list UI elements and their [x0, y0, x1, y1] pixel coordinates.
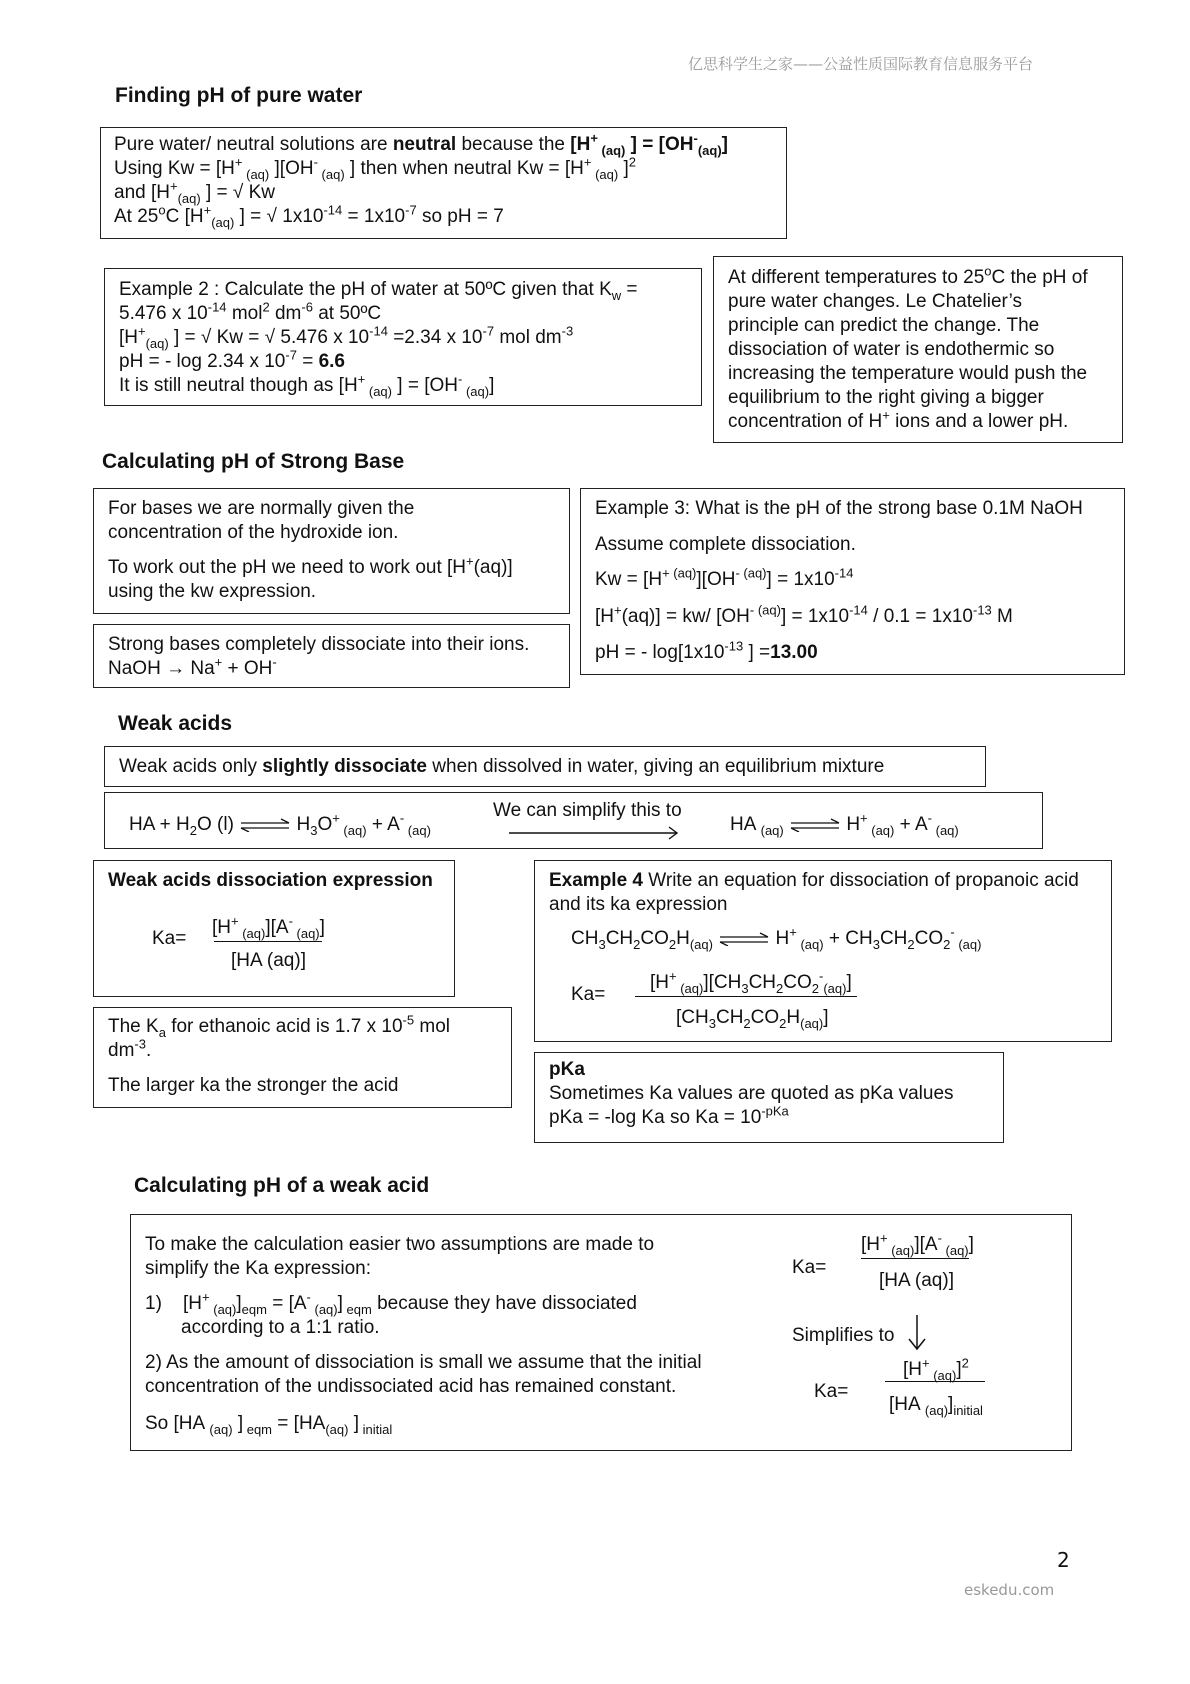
strong-base-dissociate-box — [93, 624, 570, 688]
pure-water-box — [100, 127, 787, 239]
ka-denominator: [HA (aq)] — [231, 950, 306, 971]
ex3-line-4: [H+(aq)] = kw/ $[OH^{- (aq)}] = 1x10^{-14} / 0.1 = 1x10^{-13}$ M — [595, 602, 1013, 627]
example-3-box — [580, 488, 1125, 675]
temp-line-7: concentration of H+ ions and a lower pH. — [728, 407, 1069, 432]
pure-water-line-4: At 25$^o$C [$H^+_{(aq)}$ ] = √ $1x10^{-14} = 1x10^{-7}$ so pH = 7 — [114, 202, 504, 230]
pka-title: pKa — [549, 1059, 585, 1080]
dissociation-expression-box — [93, 860, 455, 997]
ethanoic-ka-line-2: $dm^{-3}$. — [108, 1036, 152, 1061]
ex4-numerator: [H+ $_{(aq)}][CH_3CH_2CO_2^-_{(aq)}]$ — [650, 968, 852, 996]
temp-line-3: principle can predict the change. The — [728, 315, 1040, 336]
pure-water-line-2: Using Kw = [H+ $_{(aq)}$ ][OH- $_{(aq)}$ ] then when neutral Kw = [H+ $_{(aq)}$ ]$^2$ — [114, 154, 636, 182]
calc2-numerator: [H+ $_{(aq)}$]$^2$ — [903, 1355, 969, 1383]
ex2-line-3: [$H^+_{(aq)}$ ] = √ Kw = √ 5.476 x $10^{-14} =2.34$ x $10^{-7}$ mol $dm^{-3}$ — [119, 323, 574, 351]
weak-acid-equation-box — [104, 792, 1043, 849]
ka-label: Ka= — [152, 928, 187, 949]
pka-box — [534, 1052, 1004, 1143]
ex4-denominator: $[CH_3CH_2CO_2H_{(aq)}]$ — [676, 1007, 829, 1031]
arrow-icon: → — [166, 658, 186, 679]
example-4-box — [534, 860, 1112, 1042]
ex4-equation: $CH_3CH_2CO_2H_{(aq)}$ H+ $_{(aq)} + CH_3CH_2CO_2^-$ $_{(aq)}$ — [571, 924, 982, 952]
simplifies-label: Simplifies to — [792, 1325, 895, 1346]
base-intro-line-4: using the kw expression. — [108, 581, 317, 602]
footer-domain: eskedu.com — [964, 1581, 1055, 1599]
ex2-line-4: pH = - log 2.34 x $10^{-7} = 6.6$ — [119, 347, 345, 372]
assumption-1-cont: according to a 1:1 ratio. — [181, 1317, 380, 1338]
ex3-line-1: Example 3: What is the pH of the strong base 0.1M NaOH — [595, 498, 1083, 519]
assumption-2-line-1: 2) As the amount of dissociation is small we assume that the initial — [145, 1352, 702, 1373]
fraction-line — [885, 1381, 985, 1382]
fraction-line — [214, 941, 322, 942]
pka-line-2: pKa = -log Ka so $Ka = 10^{-pKa}$ — [549, 1103, 789, 1128]
equilibrium-arrow-icon — [239, 818, 291, 832]
intro-line-1: To make the calculation easier two assumptions are made to — [145, 1234, 655, 1255]
base-intro-line-2: concentration of the hydroxide ion. — [108, 522, 399, 543]
heading-weak-acid-ph: Calculating pH of a weak acid — [134, 1174, 430, 1197]
ex4-ka-label: Ka= — [571, 984, 606, 1005]
equilibrium-arrow-icon — [718, 932, 770, 946]
equilibrium-arrow-icon — [789, 818, 841, 832]
temp-line-4: dissociation of water is endothermic so — [728, 339, 1055, 360]
example-2-box — [104, 268, 702, 406]
heading-strong-base: Calculating pH of Strong Base — [102, 450, 405, 473]
heading-weak-acids: Weak acids — [118, 712, 233, 735]
base-dissociate-line-1: Strong bases completely dissociate into their ions. — [108, 634, 530, 655]
expression-title: Weak acids dissociation expression — [108, 870, 433, 891]
ex4-subtitle: and its ka expression — [549, 894, 728, 915]
temp-line-5: increasing the temperature would push the — [728, 363, 1088, 384]
page-number: 2 — [1057, 1548, 1070, 1572]
calc2-denominator: [HA $_{(aq)}]_{initial}$ — [889, 1394, 983, 1418]
weak-acid-calc-box — [130, 1214, 1072, 1451]
weak-acid-definition-box — [104, 746, 986, 787]
ex3-line-2: Assume complete dissociation. — [595, 534, 856, 555]
strong-base-intro-box — [93, 488, 570, 614]
simplify-label: We can simplify this to — [493, 800, 682, 821]
assumption-2-line-2: concentration of the undissociated acid has remained constant. — [145, 1376, 677, 1397]
base-intro-line-3: To work out the pH we need to work out [H+(aq)] — [108, 553, 513, 578]
temp-line-6: equilibrium to the right giving a bigger — [728, 387, 1044, 408]
equation-full: HA + $H_2O$ (l) $H_3O^+$ $_{(aq)}$ + A- $_{(aq)}$ — [129, 810, 431, 838]
temp-line-2: pure water changes. Le Chatelier’s — [728, 291, 1022, 312]
base-intro-line-1: For bases we are normally given the — [108, 498, 415, 519]
ex4-title: Example 4 Write an equation for dissociation of propanoic acid — [549, 870, 1079, 891]
fraction-line — [635, 996, 857, 997]
ex2-line-1: Example 2 : Calculate the pH of water at 50ºC given that $K_w$ = — [119, 279, 638, 303]
simplify-arrow-icon — [509, 826, 681, 840]
calc2-ka-label: Ka= — [814, 1381, 849, 1402]
ka-numerator: [H+ $_{(aq)}$][A- $_{(aq)}$] — [212, 913, 325, 941]
heading-pure-water: Finding pH of pure water — [115, 84, 363, 107]
equation-simplified: HA $_{(aq)}$ H+ $_{(aq)}$ + A- $_{(aq)}$ — [730, 810, 959, 838]
ethanoic-ka-box — [93, 1007, 512, 1108]
down-arrow-icon — [907, 1315, 927, 1351]
calc-ka-label: Ka= — [792, 1257, 827, 1278]
temperature-note-box — [713, 256, 1123, 443]
ex3-line-5: pH = - $\log[1x10^{-13}$ ] =13.00 — [595, 638, 818, 663]
ex2-line-5: It is still neutral though as [H+ $_{(aq)}$ ] = [OH- $_{(aq)}$] — [119, 371, 495, 399]
assumptions-text — [145, 1233, 745, 1436]
ex3-line-3: $Kw = [H^{+ (aq)}][OH^{- (aq)}] = 1x10^{-14}$ — [595, 565, 854, 590]
base-dissociate-line-2: NaOH → Na+ + OH- — [108, 654, 277, 679]
ethanoic-ka-line-1: The $K_a$ for ethanoic acid is 1.7 x $10^{-5}$ mol — [108, 1012, 450, 1040]
pka-line-1: Sometimes Ka values are quoted as pKa values — [549, 1083, 954, 1104]
ex2-line-2: 5.476 x $10^{-14}$ mol$^2$ $dm^{-6}$ at 50ºC — [119, 299, 382, 324]
intro-line-2: simplify the Ka expression: — [145, 1258, 371, 1279]
weak-acid-definition: Weak acids only slightly dissociate when dissolved in water, giving an equilibrium mixture — [119, 756, 885, 777]
header-site-title: 亿思科学生之家——公益性质国际教育信息服务平台 — [688, 55, 1034, 73]
pure-water-line-3: and [$H^+_{(aq)}$ ] = √ Kw — [114, 178, 276, 206]
pure-water-line-1: Pure water/ neutral solutions are neutral because the [H+ $_{(aq)}$ ] = $[OH^-_{(aq)}]$ — [114, 130, 728, 158]
so-statement: So [HA $_{(aq)}$ ] $_{eqm} = [HA_{(aq)}$ ] $_{initial}$ — [145, 1413, 393, 1437]
calc-denominator: [HA (aq)] — [879, 1270, 954, 1291]
fraction-line — [861, 1258, 969, 1259]
assumption-1: 1) [H+ $_{(aq)}]_{eqm} = [A^-$ $_{(aq)}$] $_{eqm}$ because they have dissociated — [145, 1289, 637, 1317]
temp-line-1: At different temperatures to 25$^o$C the pH of — [728, 263, 1088, 288]
calc-numerator: [H+ $_{(aq)}$][A- $_{(aq)}$] — [861, 1230, 974, 1258]
ethanoic-ka-line-3: The larger ka the stronger the acid — [108, 1075, 399, 1096]
